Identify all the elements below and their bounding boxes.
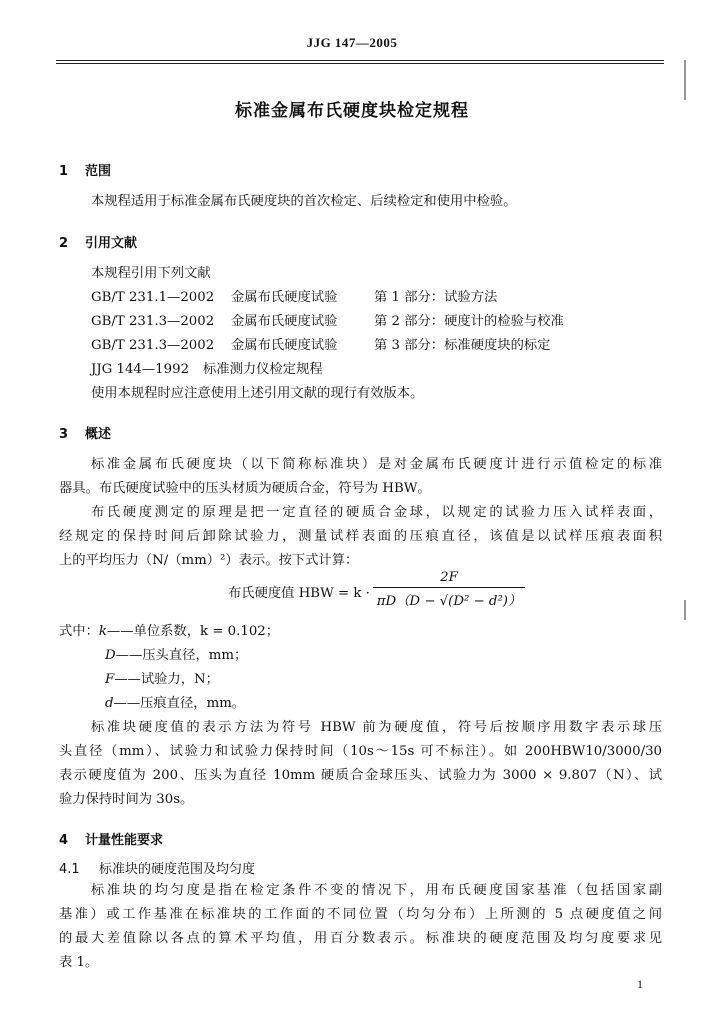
variable-description: ——单位系数，k = 0.102； bbox=[106, 624, 280, 639]
reference-item bbox=[91, 315, 564, 328]
variable-definition bbox=[105, 697, 245, 710]
paragraph-line: 器具。布氏硬度试验中的压头材质为硬质合金，符号为 HBW。 bbox=[59, 481, 431, 496]
reference-code: GB/T 231.1—2002 bbox=[91, 290, 215, 305]
section-number: 3 bbox=[59, 427, 69, 442]
section-1-text: 本规程适用于标准金属布氏硬度块的首次检定、后续检定和使用中检验。 bbox=[91, 194, 517, 209]
paragraph-line: 标准块硬度值的表示方法为符号 HBW 前为硬度值，符号后按顺序用数字表示球压 bbox=[91, 720, 662, 735]
header-rule bbox=[56, 60, 664, 61]
section-title: 范围 bbox=[85, 164, 112, 179]
reference-title: 金属布氏硬度试验 bbox=[231, 314, 338, 329]
reference-item bbox=[91, 363, 323, 376]
section-title: 概述 bbox=[85, 427, 112, 442]
variable-symbol: D bbox=[105, 648, 116, 663]
variable-description: ——压痕直径，mm。 bbox=[113, 696, 246, 711]
paragraph-line: 头直径（mm）、试验力和试验力保持时间（10s～15s 可不标注）。如 200HBW10/3000/30 bbox=[59, 744, 662, 759]
section-number: 4 bbox=[59, 833, 69, 848]
variable-symbol: F bbox=[105, 672, 115, 687]
reference-code: JJG 144—1992 bbox=[91, 362, 190, 377]
page-number: 1 bbox=[637, 977, 643, 991]
formula-numerator: 2F bbox=[440, 570, 458, 585]
paragraph-line: 的最大差值除以各点的算术平均值，用百分数表示。标准块的硬度范围及均匀度要求见 bbox=[59, 931, 662, 946]
variable-definition bbox=[105, 673, 219, 686]
reference-part: 第 2 部分：硬度计的检验与校准 bbox=[374, 314, 564, 329]
paragraph-line: 上的平均压力（N/（mm）²）表示。按下式计算： bbox=[59, 553, 359, 568]
reference-code: GB/T 231.3—2002 bbox=[91, 314, 215, 329]
reference-item bbox=[91, 291, 497, 304]
where-label: 式中： bbox=[59, 624, 99, 639]
variable-symbol: d bbox=[105, 696, 114, 711]
scan-edge-mark bbox=[684, 600, 686, 620]
section-3-heading bbox=[59, 423, 111, 442]
references-note: 使用本规程时应注意使用上述引用文献的现行有效版本。 bbox=[91, 386, 424, 401]
subsection-number: 4.1 bbox=[59, 862, 80, 877]
paragraph-line: 布氏硬度测定的原理是把一定直径的硬质合金球，以规定的试验力压入试样表面， bbox=[91, 505, 662, 520]
variable-definition bbox=[59, 625, 279, 638]
reference-part: 第 1 部分：试验方法 bbox=[374, 290, 498, 305]
reference-item bbox=[91, 339, 550, 352]
section-2-heading bbox=[59, 232, 137, 251]
hardness-formula bbox=[228, 570, 528, 610]
section-number: 1 bbox=[59, 164, 69, 179]
variable-symbol: k bbox=[98, 624, 107, 639]
section-1-heading bbox=[59, 160, 111, 179]
fraction-bar bbox=[373, 587, 525, 588]
section-number: 2 bbox=[59, 236, 69, 251]
formula-fraction bbox=[373, 570, 525, 609]
references-intro: 本规程引用下列文献 bbox=[91, 266, 211, 281]
variable-description: ——试验力，N； bbox=[114, 672, 219, 687]
document-code-header: JJG 147—2005 bbox=[306, 35, 398, 50]
paragraph-line: 标准块的均匀度是指在检定条件不变的情况下，用布氏硬度国家基准（包括国家副 bbox=[91, 883, 662, 898]
reference-part: 第 3 部分：标准硬度块的标定 bbox=[374, 338, 551, 353]
reference-code: GB/T 231.3—2002 bbox=[91, 338, 215, 353]
variable-description: ——压头直径，mm； bbox=[115, 648, 248, 663]
paragraph-line: 表 1。 bbox=[59, 955, 99, 970]
section-title: 计量性能要求 bbox=[85, 833, 164, 848]
reference-title: 标准测力仪检定规程 bbox=[203, 362, 323, 377]
paragraph-line: 验力保持时间为 30s。 bbox=[59, 792, 194, 807]
section-4-heading bbox=[59, 829, 163, 848]
paragraph-line: 标准金属布氏硬度块（以下简称标准块）是对金属布氏硬度计进行示值检定的标准 bbox=[91, 457, 662, 472]
paragraph-line: 表示硬度值为 200、压头为直径 10mm 硬质合金球压头、试验力为 3000 × 9.807（N）、试 bbox=[59, 768, 662, 783]
reference-title: 金属布氏硬度试验 bbox=[231, 338, 338, 353]
subsection-title: 标准块的硬度范围及均匀度 bbox=[99, 862, 256, 877]
reference-title: 金属布氏硬度试验 bbox=[231, 290, 338, 305]
document-title: 标准金属布氏硬度块检定规程 bbox=[235, 101, 469, 121]
header-rule-secondary bbox=[56, 63, 664, 64]
formula-denominator: πD（D − √(D² − d²)） bbox=[376, 594, 522, 609]
formula-lhs: 布氏硬度值 HBW = k · bbox=[228, 586, 370, 601]
paragraph-line: 经规定的保持时间后卸除试验力，测量试样表面的压痕直径，该值是以试样压痕表面积 bbox=[59, 529, 662, 544]
scan-edge-mark bbox=[684, 60, 686, 100]
variable-definition bbox=[105, 649, 247, 662]
section-title: 引用文献 bbox=[85, 236, 138, 251]
subsection-4-1-heading bbox=[59, 858, 255, 877]
paragraph-line: 基准）或工作基准在标准块的工作面的不同位置（均匀分布）上所测的 5 点硬度值之间 bbox=[59, 907, 662, 922]
